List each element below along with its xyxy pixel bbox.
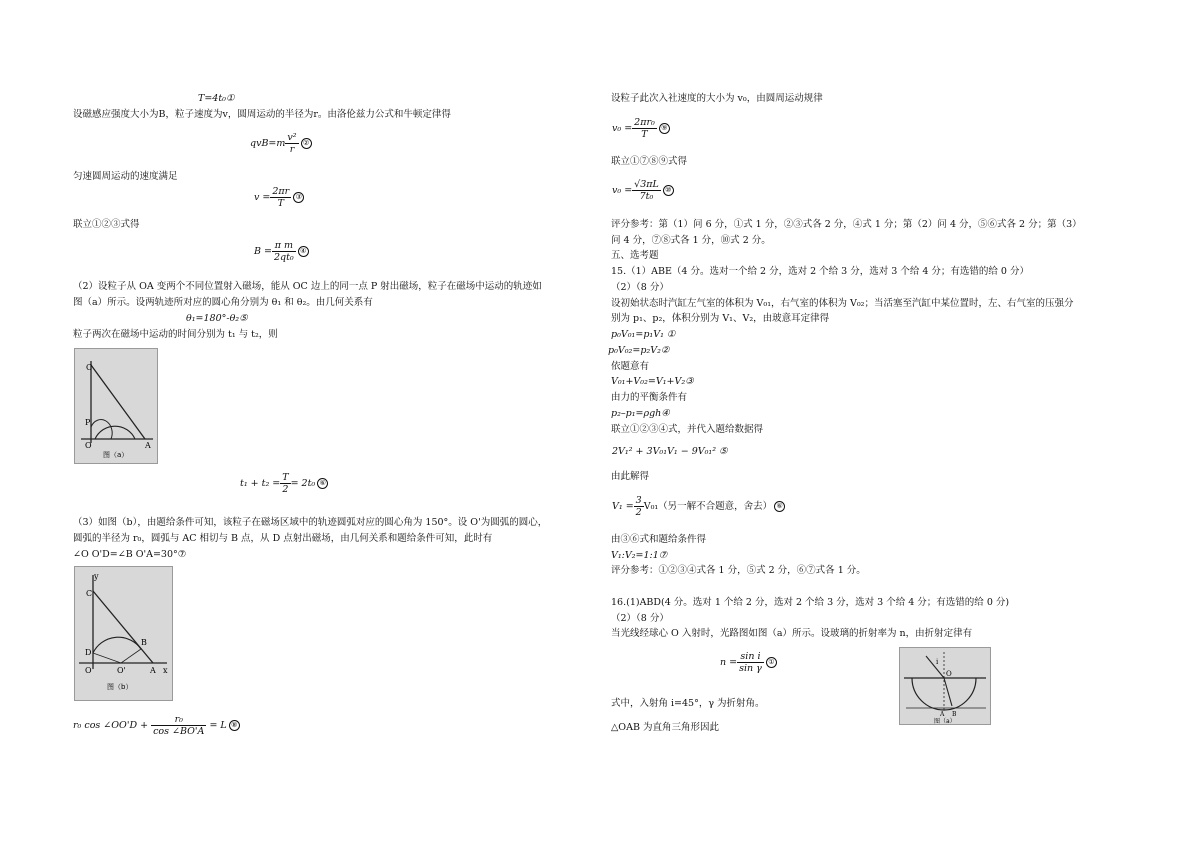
question-15-part2: （2）（8 分） (611, 282, 669, 293)
equation-6: t₁ + t₂ = $\frac{T}{2}$ = 2t₀ ⑥ (240, 472, 328, 495)
fig-a-caption: 图（a） (103, 451, 129, 459)
fig-b-label-y: y (94, 572, 99, 581)
fig-c-label-b: B (952, 711, 957, 718)
equation-15-3: V₀₁+V₀₂=V₁+V₂③ (611, 376, 694, 387)
figure-a-trajectories (74, 348, 158, 464)
paragraph-v0: 设粒子此次入社速度的大小为 v₀，由圆周运动规律 (611, 93, 823, 104)
question-16-para: 当光线经球心 O 入射时，光路图如图（a）所示。设玻璃的折射率为 n，由折射定律有 (611, 628, 973, 639)
fig-a-label-a: A (145, 441, 151, 450)
fig-c-label-i: i (936, 658, 939, 666)
fig-b-label-o-prime: O' (117, 666, 126, 675)
equation-15-7: V₁:V₂=1:1⑦ (611, 550, 668, 561)
radius-od (93, 653, 121, 663)
trajectory-arc-2 (91, 420, 112, 439)
fig-a-label-c: C (86, 363, 93, 372)
paragraph-2-line1: （2）设粒子从 OA 变两个不同位置射入磁场，能从 OC 边上的同一点 P 射出磁场，粒子在磁场中运动的轨迹如 (73, 281, 542, 292)
equation-15-1: p₀V₀₁=p₁V₁ ① (611, 329, 676, 340)
incident-ray (926, 656, 944, 678)
equation-10: v₀ = $\frac{√3\pi L}{\text{7t₀}}$ ⑩ (612, 179, 674, 202)
fig-a-label-p: P (85, 418, 91, 427)
paragraph-yiti: 依题意有 (611, 361, 650, 372)
side-ca (91, 365, 145, 439)
paragraph-by36: 由③⑥式和题给条件得 (611, 534, 707, 545)
figure-b-trajectory (74, 566, 173, 701)
equation-15-5: 2V₁² + 3V₀₁V₁ − 9V₀₁² ⑤ (612, 446, 728, 457)
paragraph-3-line2: 圆弧的半径为 r₀，圆弧与 AC 相切与 B 点，从 D 点射出磁场，由几何关系和题给条件可知，此时有 (73, 533, 493, 544)
equation-16-1: n = $\frac{\text{sin i}}{\text{sin γ}}$ ① (720, 651, 777, 674)
figure-a-light-path (899, 647, 991, 725)
equation-3: v = $\frac{2\pi r}{T}$ ③ (254, 186, 304, 209)
equation-15-6: V₁ = $\frac{3}{2}$ V₀₁（另一解不合题意，舍去） ⑥ (612, 495, 785, 518)
score-ref-2: 评分参考：①②③④式各 1 分，⑤式 2 分，⑥⑦式各 1 分。 (611, 565, 866, 576)
figure-c-drawing (900, 648, 990, 724)
fig-b-label-b: B (141, 638, 147, 647)
paragraph-where: 式中，入射角 i=45°，γ 为折射角。 (611, 698, 765, 709)
paragraph-b-intro: 设磁感应强度大小为B，粒子速度为v，圆周运动的半径为r。由洛伦兹力公式和牛顿定律得 (73, 109, 451, 120)
paragraph-force: 由力的平衡条件有 (611, 392, 688, 403)
equation-5: θ₁=180°-θ₂⑤ (186, 313, 248, 324)
equation-7: ∠O O'D=∠B O'A=30°⑦ (73, 549, 187, 560)
equation-1: T=4t₀① (198, 93, 235, 104)
fig-c-caption: 图（a） (934, 718, 956, 724)
fig-a-label-o: O (85, 441, 92, 450)
equation-8: r₀ cos ∠OO'D + $\frac{\text{r₀}}{\cos \angle BO'A}$ = L ⑧ (73, 714, 240, 737)
paragraph-combine-123: 联立①②③式得 (73, 219, 140, 230)
paragraph-2-line3: 粒子两次在磁场中运动的时间分别为 t₁ 与 t₂，则 (73, 329, 278, 340)
radius-ob (121, 649, 141, 663)
question-15-part1: 15.（1）ABE（4 分。选对一个给 2 分，选对 2 个给 3 分，选对 3 个给 4 分；有选错的给 0 分） (611, 266, 1029, 277)
question-15-para2: 别为 p₁、p₂，体积分别为 V₁、V₂，由玻意耳定律得 (611, 313, 830, 324)
fig-b-label-a: A (150, 666, 156, 675)
side-ca (93, 591, 153, 663)
section-heading: 五、选考题 (611, 250, 659, 261)
fig-b-caption: 图（b） (107, 683, 133, 691)
paragraph-solve: 由此解得 (611, 471, 650, 482)
refracted-ray (944, 678, 952, 706)
equation-15-4: p₂–p₁=ρgh④ (611, 408, 670, 419)
fig-b-label-c: C (86, 589, 93, 598)
fig-b-label-o: O (85, 666, 92, 675)
paragraph-2-line2: 图（a）所示。设两轨迹所对应的圆心角分别为 θ₁ 和 θ₂。由几何关系有 (73, 297, 373, 308)
fig-c-label-a: A (940, 711, 945, 718)
paragraph-combine: 联立①⑦⑧⑨式得 (611, 156, 688, 167)
figure-a-drawing (75, 349, 157, 463)
paragraph-uniform: 匀速圆周运动的速度满足 (73, 171, 178, 182)
equation-15-2: p₀V₀₂=p₂V₂② (608, 345, 670, 356)
equation-2: qvB=m $\frac{\text{v²}}{r}$ ② (250, 132, 312, 155)
paragraph-combine-2: 联立①②③④式，并代入题给数据得 (611, 424, 764, 435)
fig-b-label-x: x (163, 666, 168, 675)
paragraph-oab: △OAB 为直角三角形因此 (611, 722, 719, 733)
paragraph-3-line1: （3）如图（b），由题给条件可知，该粒子在磁场区域中的轨迹圆弧对应的圆心角为 150°。设 O'为圆弧的圆心， (73, 517, 548, 528)
fig-b-label-d: D (85, 648, 92, 657)
question-16-part1: 16.(1)ABD(4 分。选对 1 个给 2 分，选对 2 个给 3 分，选对 3 个给 4 分；有选错的给 0 分) (611, 597, 1010, 608)
figure-b-drawing (75, 567, 172, 700)
trajectory-arc-1 (95, 426, 135, 439)
equation-4: B = $\frac{\text{π m}}{\text{2qt₀}}$ ④ (254, 240, 309, 263)
question-15-para1: 设初始状态时汽缸左气室的体积为 V₀₁，右气室的体积为 V₀₂；当活塞至汽缸中某位置时，左、右气室的压强分 (611, 298, 1074, 309)
question-16-part2: （2）（8 分） (611, 613, 669, 624)
score-ref-1-line2: 问 4 分，⑦⑧式各 1 分，⑩式 2 分。 (611, 235, 771, 246)
fig-c-label-o: O (946, 670, 952, 678)
equation-9: v₀ = $\frac{\text{2πr₀}}{T}$ ⑨ (612, 117, 670, 140)
score-ref-1-line1: 评分参考：第（1）问 6 分，①式 1 分，②③式各 2 分，④式 1 分；第（2）问 4 分，⑤⑥式各 2 分；第（3） (611, 219, 1082, 230)
